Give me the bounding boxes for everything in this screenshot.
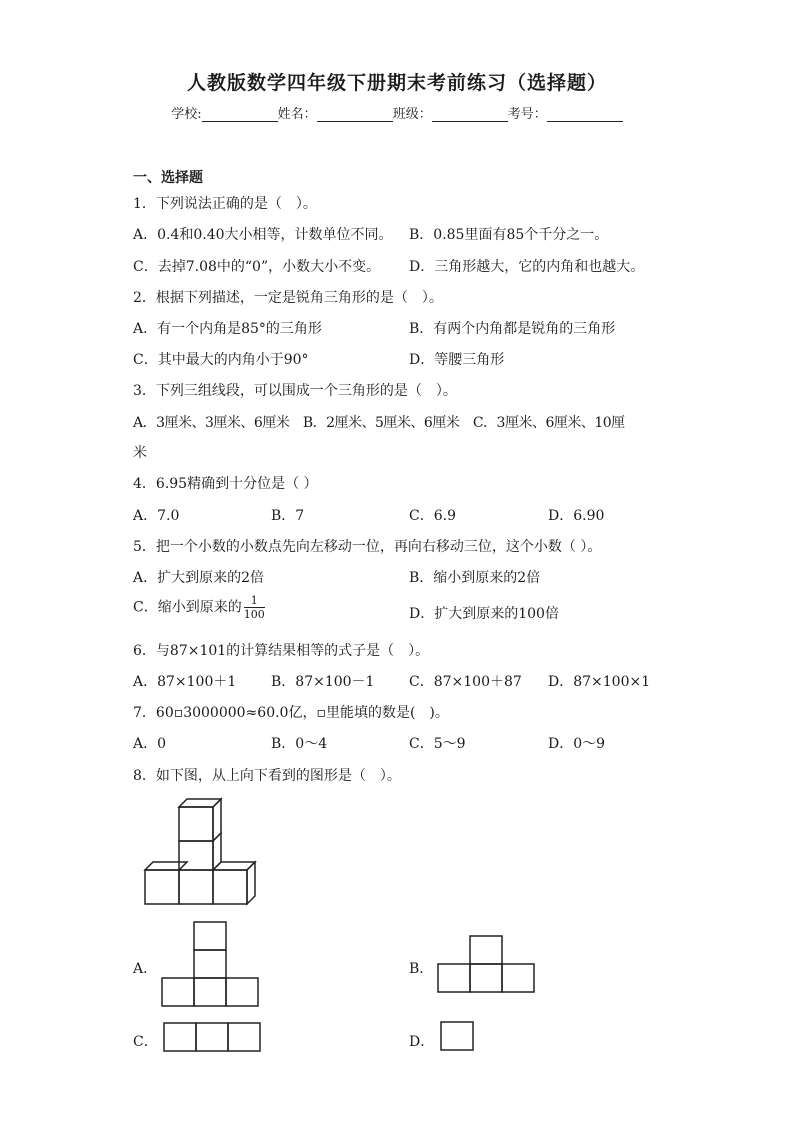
question-4-option-d[interactable]: D．6.90 (548, 508, 605, 524)
question-5-option-d[interactable]: D．扩大到原来的100倍 (409, 606, 559, 622)
question-6-option-a[interactable]: A．87×100＋1 (133, 674, 237, 690)
question-7-option-b[interactable]: B．0～4 (271, 736, 328, 752)
question-4-stem: 4．6.95精确到十分位是（ ） (133, 476, 318, 492)
page-title: 人教版数学四年级下册期末考前练习（选择题） (186, 72, 607, 94)
question-2-stem: 2．根据下列描述，一定是锐角三角形的是（ ）。 (133, 290, 443, 306)
question-3-options[interactable]: A．3厘米、3厘米、6厘米 B．2厘米、5厘米、6厘米 C．3厘米、6厘米、10厘 (133, 415, 625, 431)
class-label: 班级： (392, 107, 432, 122)
grid-square (441, 1022, 473, 1050)
question-6-option-d[interactable]: D．87×100×1 (548, 674, 651, 690)
question-4-option-a[interactable]: A．7.0 (133, 508, 180, 524)
name-label: 姓名： (277, 107, 317, 122)
question-1-option-b[interactable]: B．0.85里面有85个千分之一。 (409, 227, 609, 243)
question-2-option-b[interactable]: B．有两个内角都是锐角的三角形 (409, 321, 616, 337)
question-7-option-c[interactable]: C．5～9 (409, 736, 466, 752)
question-1-option-c[interactable]: C．去掉7.08中的“0”，小数大小不变。 (133, 259, 381, 275)
question-5-stem: 5．把一个小数的小数点先向左移动一位，再向右移动三位，这个小数（ ）。 (133, 539, 602, 555)
question-1-option-a[interactable]: A．0.4和0.40大小相等，计数单位不同。 (133, 227, 393, 243)
question-6-option-c[interactable]: C．87×100＋87 (409, 674, 522, 690)
question-6-stem: 6．与87×101的计算结果相等的式子是（ ）。 (133, 643, 430, 659)
question-8-stem: 8．如下图，从上向下看到的图形是（ ）。 (133, 768, 401, 784)
school-label: 学校: (171, 107, 202, 122)
question-6-option-b[interactable]: B．87×100－1 (271, 674, 375, 690)
question-7-option-a[interactable]: A．0 (133, 736, 167, 752)
question-5-option-c-text: C．缩小到原来的 (133, 599, 242, 616)
question-2-option-d[interactable]: D．等腰三角形 (409, 352, 505, 368)
question-7-stem: 7．60▫3000000≈60.0亿，▫里能填的数是( )。 (133, 705, 449, 721)
question-4-option-c[interactable]: C．6.9 (409, 508, 456, 524)
exam-no-label: 考号： (507, 107, 547, 122)
question-8-option-a-label[interactable]: A． (133, 961, 158, 977)
question-3-options-wrap: 米 (133, 445, 147, 461)
fraction-numerator: 1 (244, 594, 265, 608)
question-2-option-c[interactable]: C．其中最大的内角小于90° (133, 352, 309, 368)
question-8-option-c-label[interactable]: C． (133, 1034, 158, 1050)
section-heading: 一、选择题 (133, 170, 203, 186)
question-3-stem: 3．下列三组线段，可以围成一个三角形的是（ ）。 (133, 383, 457, 399)
question-1-option-d[interactable]: D．三角形越大，它的内角和也越大。 (409, 259, 645, 275)
question-7-option-d[interactable]: D．0～9 (548, 736, 606, 752)
fraction-denominator: 100 (243, 608, 265, 621)
question-4-option-b[interactable]: B．7 (271, 508, 305, 524)
question-1-stem: 1．下列说法正确的是（ ）。 (133, 196, 317, 212)
question-8-option-d-label[interactable]: D． (409, 1034, 435, 1050)
question-5-option-a[interactable]: A．扩大到原来的2倍 (133, 570, 265, 586)
question-2-option-a[interactable]: A．有一个内角是85°的三角形 (133, 321, 322, 337)
question-5-option-b[interactable]: B．缩小到原来的2倍 (409, 570, 541, 586)
question-8-option-b-label[interactable]: B． (409, 961, 434, 977)
